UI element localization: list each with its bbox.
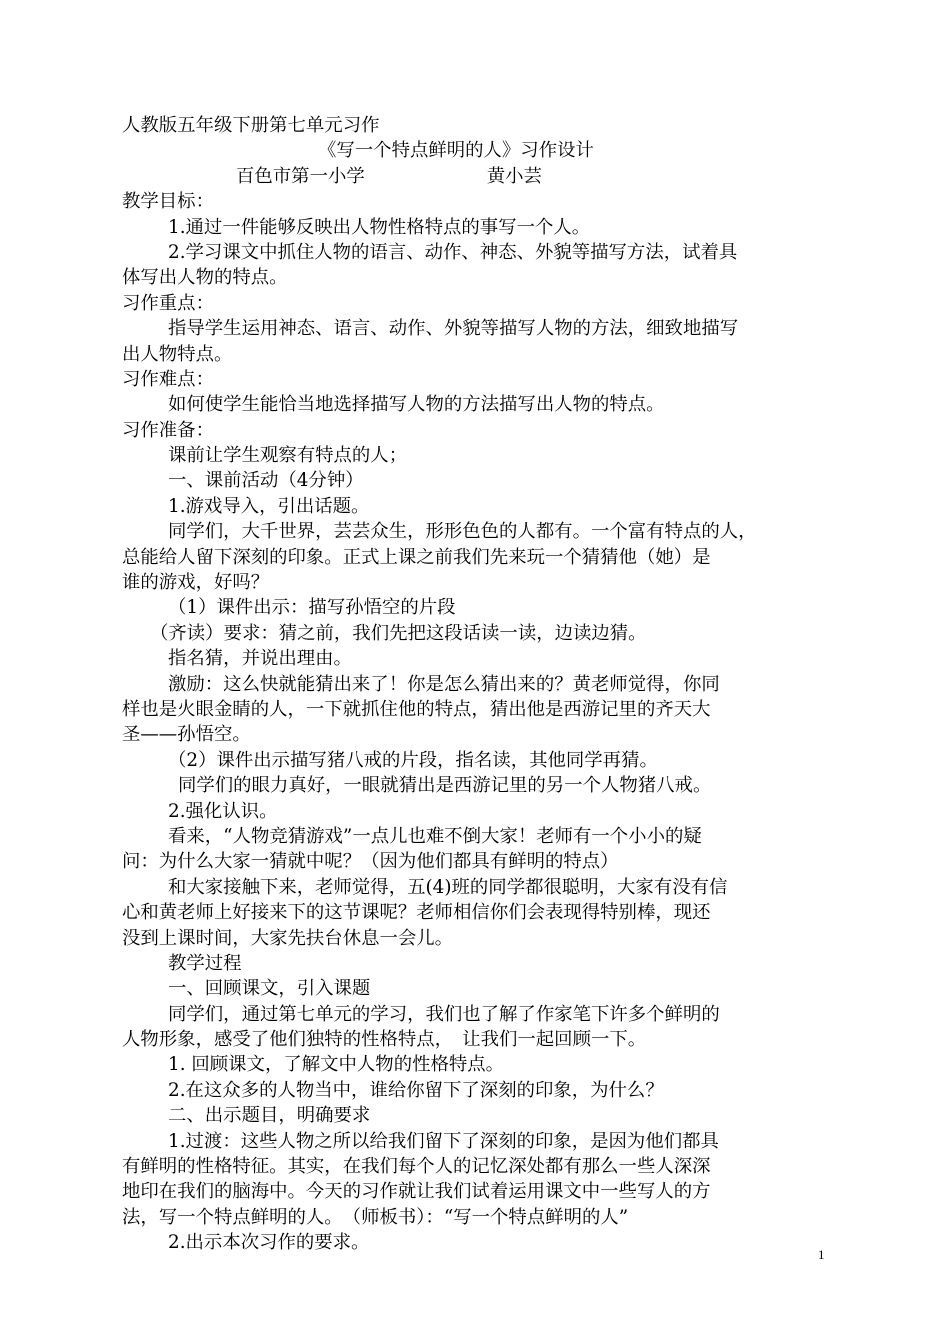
text-line: 同学们，通过第七单元的学习，我们也了解了作家笔下许多个鲜明的 xyxy=(168,1003,720,1025)
school-name: 百色市第一小学 xyxy=(236,165,365,187)
text-line: 一、回顾课文，引入课题 xyxy=(168,978,371,1000)
text-line: 1.过渡：这些人物之所以给我们留下了深刻的印象，是因为他们都具 xyxy=(168,1130,719,1152)
text-line: （2）课件出示描写猪八戒的片段，指名读，其他同学再猜。 xyxy=(168,749,658,771)
author-name: 黄小芸 xyxy=(486,165,542,187)
text-line: 出人物特点。 xyxy=(122,343,233,365)
text-line: 2.出示本次习作的要求。 xyxy=(168,1232,370,1254)
text-line: 二、出示题目，明确要求 xyxy=(168,1105,371,1127)
text-line: 体写出人物的特点。 xyxy=(122,267,288,289)
text-line: 激励：这么快就能猜出来了！你是怎么猜出来的？黄老师觉得，你同 xyxy=(168,673,720,695)
text-line: 地印在我们的脑海中。今天的习作就让我们试着运用课文中一些写人的方 xyxy=(122,1181,711,1203)
text-line: 2.在这众多的人物当中，谁给你留下了深刻的印象，为什么？ xyxy=(168,1079,664,1101)
text-line: 一、课前活动（4分钟） xyxy=(168,470,364,492)
text-line: 教学目标： xyxy=(122,191,214,213)
page-number: 1 xyxy=(818,1247,825,1262)
text-line: 2.强化认识。 xyxy=(168,800,278,822)
text-line: 同学们的眼力真好，一眼就猜出是西游记里的另一个人物猪八戒。 xyxy=(178,775,712,797)
text-line: 1. 回顾课文，了解文中人物的性格特点。 xyxy=(168,1054,505,1076)
text-line: 问：为什么大家一猜就中呢？（因为他们都具有鲜明的特点） xyxy=(122,851,619,873)
text-line: 1.游戏导入，引出话题。 xyxy=(168,495,370,517)
header-line: 人教版五年级下册第七单元习作 xyxy=(122,115,380,136)
text-line: 有鲜明的性格特征。其实，在我们每个人的记忆深处都有那么一些人深深 xyxy=(122,1156,711,1178)
text-line: 没到上课时间，大家先扶台休息一会儿。 xyxy=(122,927,454,949)
text-line: 看来，“人物竞猜游戏”一点儿也难不倒大家！老师有一个小小的疑 xyxy=(168,825,702,847)
author-line xyxy=(122,164,832,189)
text-line: 指导学生运用神态、语言、动作、外貌等描写人物的方法，细致地描写 xyxy=(168,318,739,340)
text-line: 课前让学生观察有特点的人； xyxy=(168,445,408,467)
text-line: 心和黄老师上好接来下的这节课呢？老师相信你们会表现得特别棒，现还 xyxy=(122,902,711,924)
text-line: 1.通过一件能够反映出人物性格特点的事写一个人。 xyxy=(168,216,591,238)
text-line: 人物形象，感受了他们独特的性格特点， 让我们一起回顾一下。 xyxy=(122,1029,647,1051)
text-line: 谁的游戏，好吗？ xyxy=(122,572,270,594)
text-line: 总能给人留下深刻的印象。正式上课之前我们先来玩一个猜猜他（她）是 xyxy=(122,546,711,568)
document-body xyxy=(122,113,832,1256)
text-line: 指名猜，并说出理由。 xyxy=(168,648,352,670)
text-line: 教学过程 xyxy=(168,952,242,974)
text-line: 样也是火眼金睛的人，一下就抓住他的特点，猜出他是西游记里的齐天大 xyxy=(122,698,711,720)
paragraph-lines xyxy=(122,189,832,1255)
text-line: 习作难点： xyxy=(122,368,214,390)
text-line: 习作准备： xyxy=(122,419,214,441)
text-line: （齐读）要求：猜之前，我们先把这段话读一读，边读边猜。 xyxy=(150,622,647,644)
document-title: 《写一个特点鲜明的人》习作设计 xyxy=(318,140,594,162)
text-line: 同学们，大千世界，芸芸众生，形形色色的人都有。一个富有特点的人， xyxy=(168,521,757,543)
text-line: 如何使学生能恰当地选择描写人物的方法描写出人物的特点。 xyxy=(168,394,665,416)
text-line: 圣——孙悟空。 xyxy=(122,724,251,746)
text-line: 法，写一个特点鲜明的人。 （师板书）：“写一个特点鲜明的人” xyxy=(122,1206,629,1228)
text-line: （1）课件出示：描写孙悟空的片段 xyxy=(168,597,456,619)
text-line: 习作重点： xyxy=(122,292,214,314)
text-line: 2.学习课文中抓住人物的语言、动作、神态、外貌等描写方法，试着具 xyxy=(168,241,738,263)
text-line: 和大家接触下来，老师觉得，五(4)班的同学都很聪明，大家有没有信 xyxy=(168,876,728,898)
